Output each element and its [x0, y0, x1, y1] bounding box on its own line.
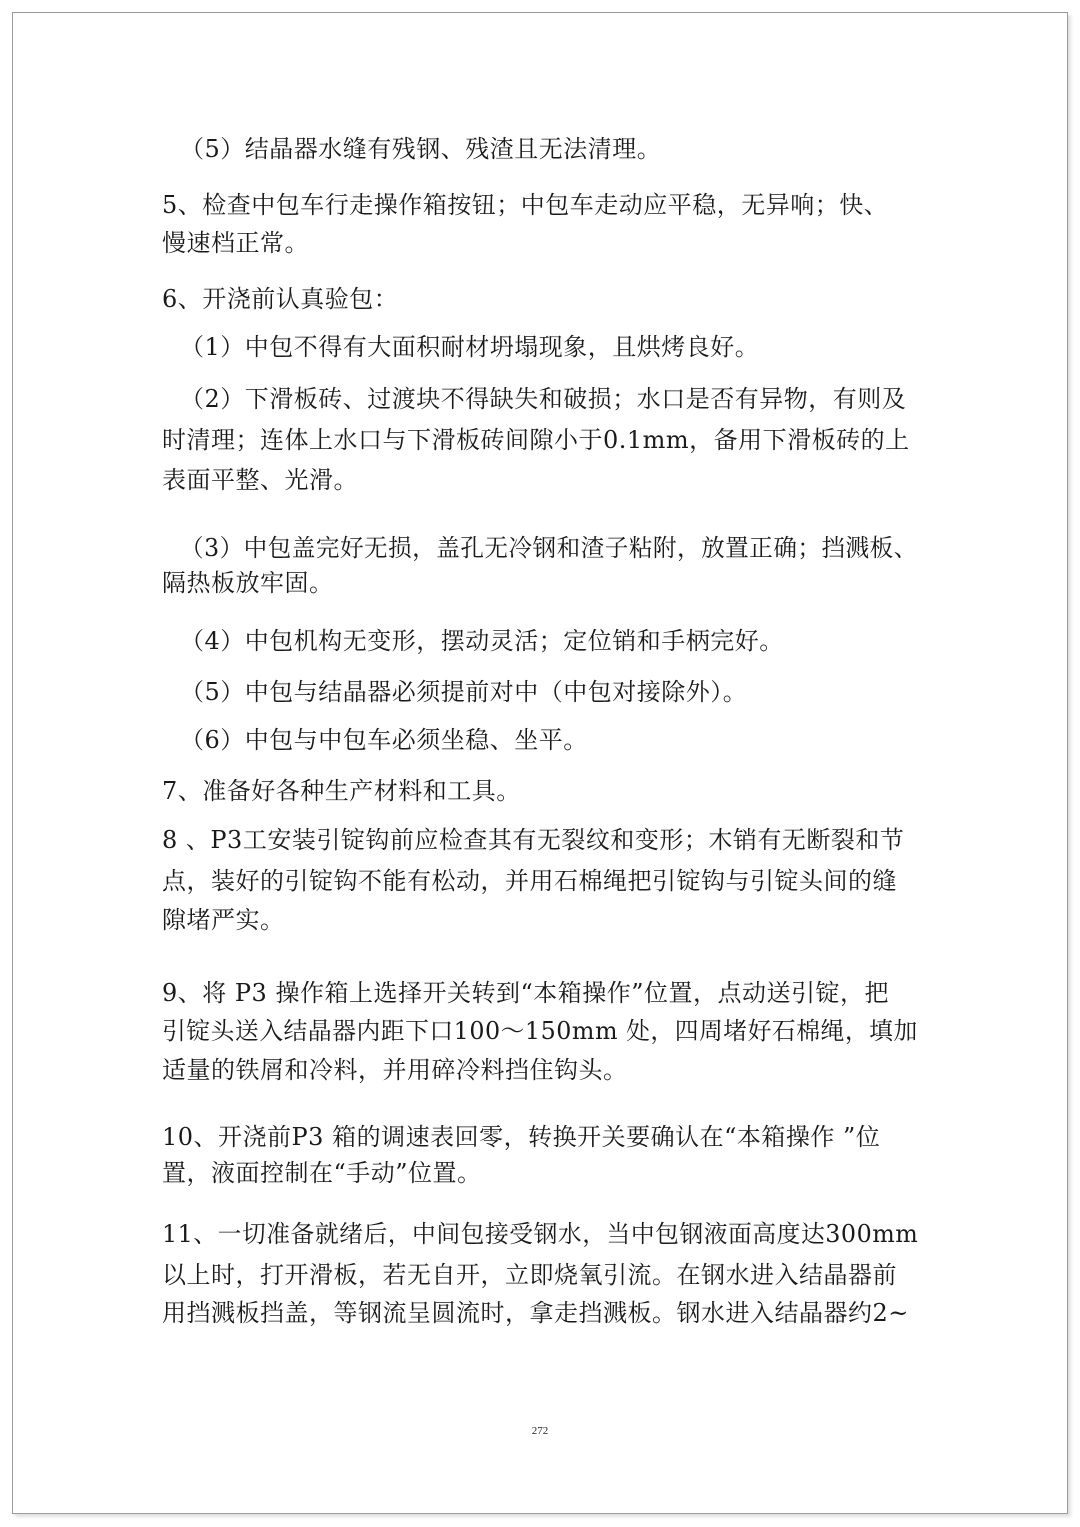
- text-line: 点，装好的引锭钩不能有松动，并用石棉绳把引锭钩与引锭头间的缝: [162, 867, 897, 895]
- text-line: （1）中包不得有大面积耐材坍塌现象，且烘烤良好。: [180, 333, 760, 361]
- text-line: 引锭头送入结晶器内距下口100～150mm 处，四周堵好石棉绳，填加: [162, 1017, 918, 1045]
- text-line: 隙堵严实。: [162, 906, 285, 934]
- text-line: 5、检查中包车行走操作箱按钮；中包车走动应平稳，无异响；快、: [162, 191, 889, 219]
- text-line: 以上时，打开滑板，若无自开，立即烧氧引流。在钢水进入结晶器前: [162, 1261, 897, 1289]
- text-line: （6）中包与中包车必须坐稳、坐平。: [180, 726, 588, 754]
- text-line: 9、将 P3 操作箱上选择开关转到“本箱操作”位置，点动送引锭，把: [162, 979, 889, 1007]
- text-line: 8 、P3工安装引锭钩前应检查其有无裂纹和变形；木销有无断裂和节: [162, 826, 905, 854]
- text-line: （2）下滑板砖、过渡块不得缺失和破损；水口是否有异物，有则及: [180, 385, 907, 413]
- text-line: 慢速档正常。: [162, 229, 309, 257]
- text-line: 置，液面控制在“手动”位置。: [162, 1159, 482, 1187]
- text-line: 10、开浇前P3 箱的调速表回零，转换开关要确认在“本箱操作 ”位: [162, 1123, 881, 1151]
- text-line: 时清理；连体上水口与下滑板砖间隙小于0.1mm，备用下滑板砖的上: [162, 426, 910, 454]
- text-line: （5）中包与结晶器必须提前对中（中包对接除外）。: [180, 678, 748, 706]
- text-line: （4）中包机构无变形，摆动灵活；定位销和手柄完好。: [180, 627, 784, 655]
- text-line: 表面平整、光滑。: [162, 466, 358, 494]
- text-line: （5）结晶器水缝有残钢、残渣且无法清理。: [180, 135, 662, 163]
- page-number: 272: [531, 1425, 549, 1437]
- text-line: 11、一切准备就绪后，中间包接受钢水，当中包钢液面高度达300mm: [162, 1220, 919, 1248]
- text-line: 7、准备好各种生产材料和工具。: [162, 777, 521, 805]
- text-line: 适量的铁屑和冷料，并用碎冷料挡住钩头。: [162, 1056, 628, 1084]
- text-line: 6、开浇前认真验包：: [162, 285, 399, 313]
- text-line: 隔热板放牢固。: [162, 569, 334, 597]
- text-line: 用挡溅板挡盖，等钢流呈圆流时，拿走挡溅板。钢水进入结晶器约2~: [162, 1299, 909, 1327]
- text-line: （3）中包盖完好无损，盖孔无冷钢和渣子粘附，放置正确；挡溅板、: [180, 534, 918, 562]
